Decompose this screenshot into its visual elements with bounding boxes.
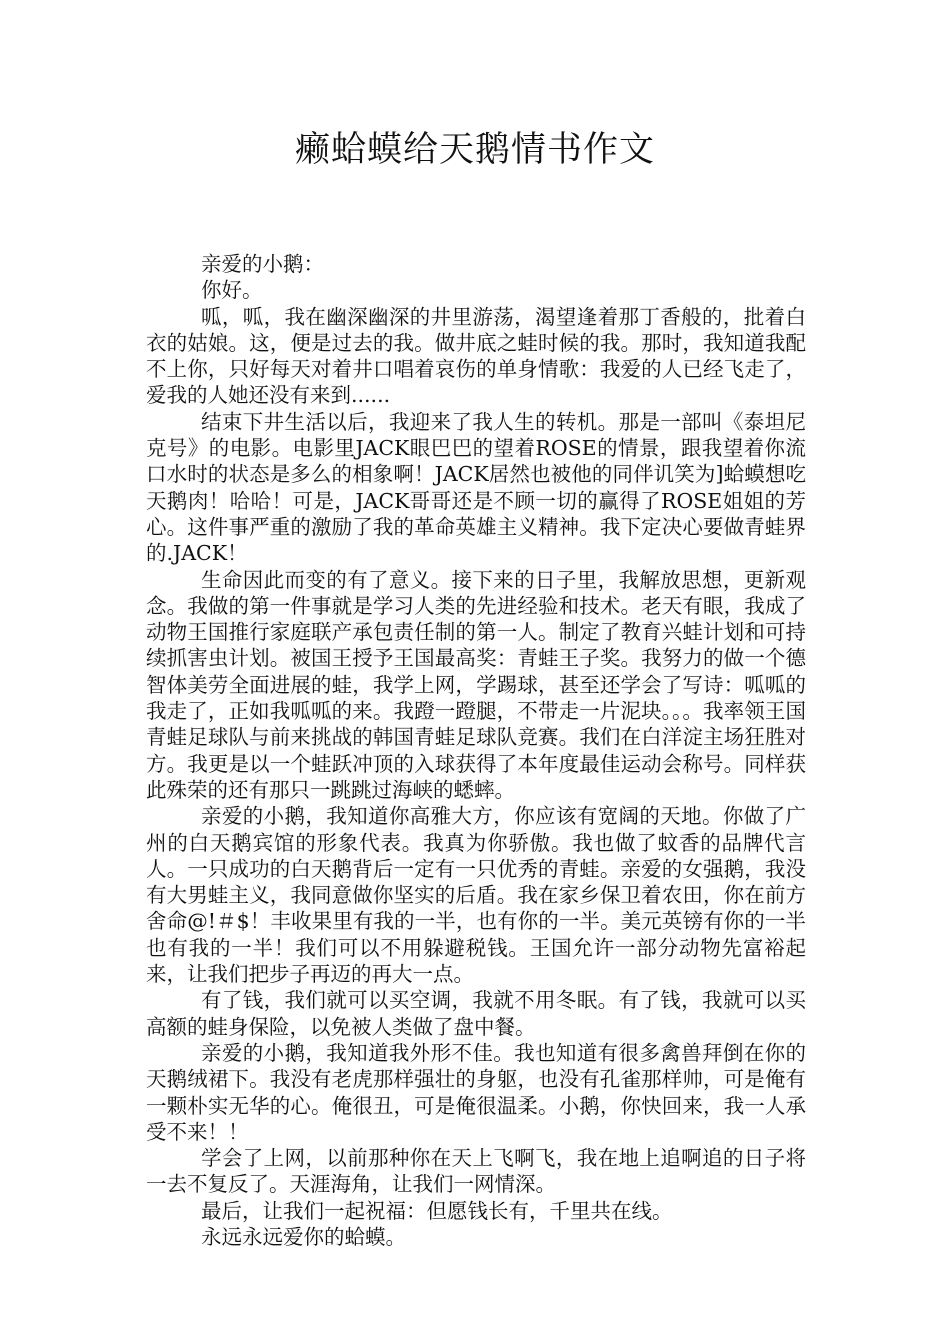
body-paragraph: 生命因此而变的有了意义。接下来的日子里，我解放思想，更新观念。我做的第一件事就是学习人类的先进经验和技术。老天有眼，我成了动物王国推行家庭联产承包责任制的第一人。制定了教育兴蛙计划和可持续抓害虫计划。被国王授予王国最高奖：青蛙王子奖。我努力的做一个德智体美劳全面进展的蛙，我学上网，学踢球，甚至还学会了写诗：呱呱的我走了，正如我呱呱的来。我蹬一蹬腿，不带走一片泥块。。。我率领王国青蛙足球队与前来挑战的韩国青蛙足球队竞赛。我们在白洋淀主场狂胜对方。我更是以一个蛙跃冲顶的入球获得了本年度最佳运动会称号。同样获此殊荣的还有那只一跳跳过海峡的蟋蟀。 — [146, 567, 806, 802]
signature: 永远永远爱你的蛤蟆。 — [201, 1224, 406, 1249]
salutation: 亲爱的小鹅： — [201, 252, 324, 276]
body-paragraph: 亲爱的小鹅，我知道我外形不佳。我也知道有很多禽兽拜倒在你的天鹅绒裙下。我没有老虎那样强壮的身躯，也没有孔雀那样帅，可是俺有一颗朴实无华的心。俺很丑，可是俺很温柔。小鹅，你快回来，我一人承受不来！！ — [146, 1040, 806, 1144]
body-paragraph: 有了钱，我们就可以买空调，我就不用冬眠。有了钱，我就可以买高额的蛙身保险，以免被人类做了盘中餐。 — [146, 988, 806, 1039]
document-title: 癞蛤蟆给天鹅情书作文 — [294, 130, 655, 170]
closing-wish: 最后，让我们一起祝福：但愿钱长有，千里共在线。 — [201, 1198, 673, 1223]
body-paragraph: 学会了上网，以前那种你在天上飞啊飞，我在地上追啊追的日子将一去不复反了。天涯海角，让我们一网情深。 — [146, 1146, 806, 1197]
body-paragraph: 亲爱的小鹅，我知道你高雅大方，你应该有宽阔的天地。你做了广州的白天鹅宾馆的形象代表。我真为你骄傲。我也做了蚊香的品牌代言人。一只成功的白天鹅背后一定有一只优秀的青蛙。亲爱的女强鹅，我没有大男蛙主义，我同意做你坚实的后盾。我在家乡保卫着农田，你在前方舍命@!＃$！丰收果里有我的一半，也有你的一半。美元英镑有你的一半也有我的一半！我们可以不用躲避税钱。王国允许一部分动物先富裕起来，让我们把步子再迈的再大一点。 — [146, 804, 806, 987]
greeting: 你好。 — [201, 278, 263, 303]
document-body — [146, 251, 806, 1250]
body-paragraph: 结束下井生活以后，我迎来了我人生的转机。那是一部叫《泰坦尼克号》的电影。电影里JACK眼巴巴的望着ROSE的情景，跟我望着你流口水时的状态是多么的相象啊！JACK居然也被他的同伴讥笑为]蛤蟆想吃天鹅肉！哈哈！可是，JACK哥哥还是不顾一切的赢得了ROSE姐姐的芳心。这件事严重的激励了我的革命英雄主义精神。我下定决心要做青蛙界的.JACK！ — [146, 409, 806, 566]
body-paragraph: 呱，呱，我在幽深幽深的井里游荡，渴望逢着那丁香般的，批着白衣的姑娘。这，便是过去的我。做井底之蛙时候的我。那时，我知道我配不上你，只好每天对着井口唱着哀伤的单身情歌：我爱的人已经飞走了，爱我的人她还没有来到...... — [146, 304, 806, 408]
